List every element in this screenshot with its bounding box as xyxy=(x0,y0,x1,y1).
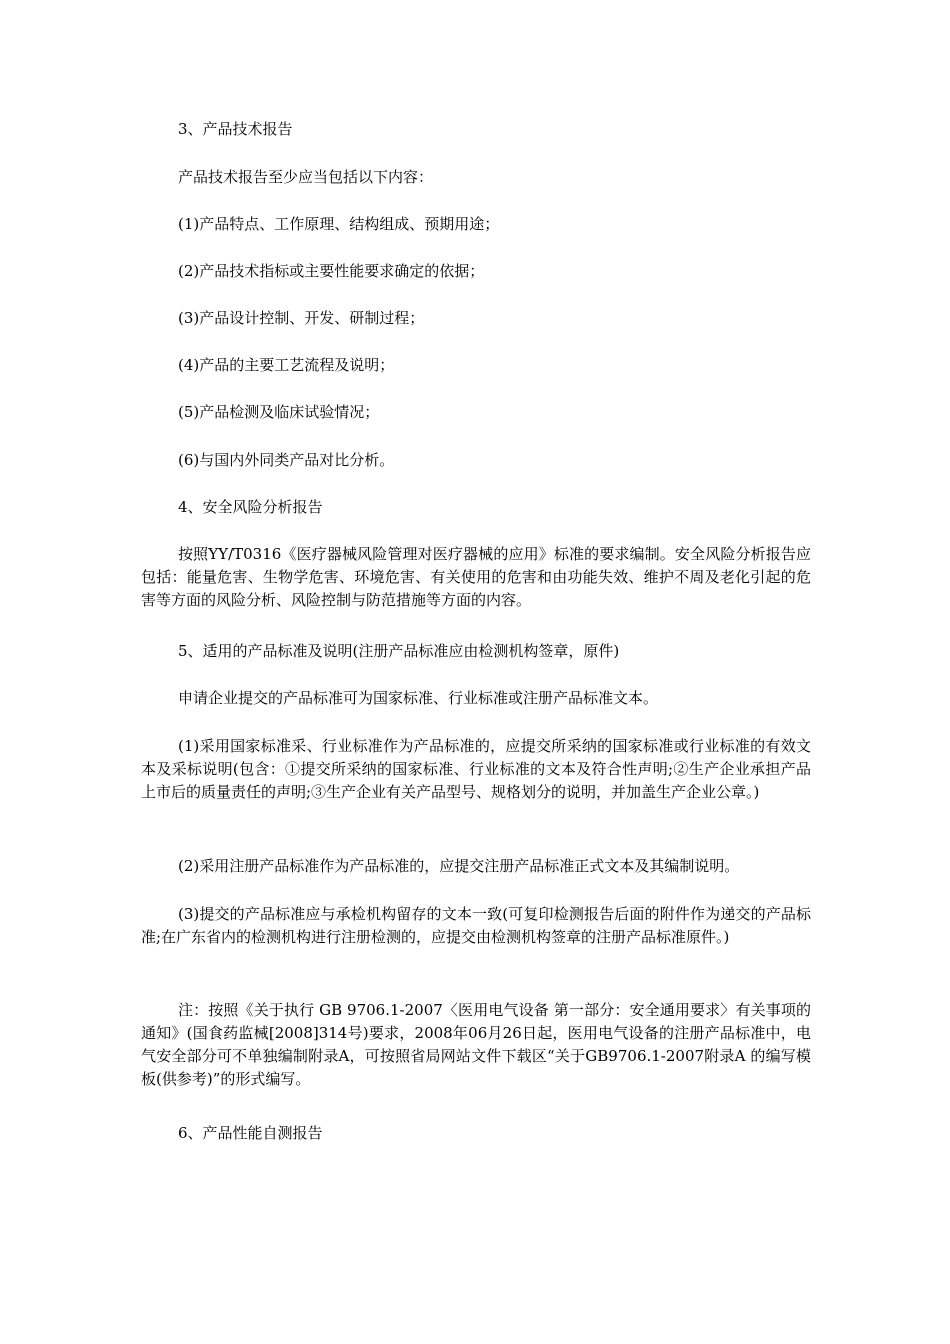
list-item-4: (4)产品的主要工艺流程及说明； xyxy=(178,356,395,374)
list-item-1: (1)产品特点、工作原理、结构组成、预期用途； xyxy=(178,215,500,233)
section-heading-4: 4、安全风险分析报告 xyxy=(178,498,323,516)
standards-item-3: (3)提交的产品标准应与承检机构留存的文本一致(可复印检测报告后面的附件作为递交的产品标准;在广东省内的检测机构进行注册检测的，应提交由检测机构签章的注册产品标准原件。) xyxy=(141,905,811,946)
paragraph-risk-analysis: 按照YY/T0316《医疗器械风险管理对医疗器械的应用》标准的要求编制。安全风险分析报告应包括：能量危害、生物学危害、环境危害、有关使用的危害和由功能失效、维护不周及老化引起的危害等方面的风险分析、风险控制与防范措施等方面的内容。 xyxy=(141,545,811,609)
standards-item-2: (2)采用注册产品标准作为产品标准的，应提交注册产品标准正式文本及其编制说明。 xyxy=(178,857,740,875)
paragraph-note: 注：按照《关于执行 GB 9706.1-2007〈医用电气设备 第一部分：安全通用要求〉有关事项的通知》(国食药监械[2008]314号)要求，2008年06月26日起，医用电气设备的注册产品标准中，电气安全部分可不单独编制附录A，可按照省局网站文件下载区“关于GB9706.1-2007附录A 的编写模板(供参考)”的形式编写。 xyxy=(141,1001,811,1088)
section-heading-3: 3、产品技术报告 xyxy=(178,120,293,138)
list-item-2: (2)产品技术指标或主要性能要求确定的依据； xyxy=(178,262,485,280)
paragraph-intro: 产品技术报告至少应当包括以下内容： xyxy=(178,168,434,186)
list-item-5: (5)产品检测及临床试验情况； xyxy=(178,403,380,421)
paragraph-standards: 申请企业提交的产品标准可为国家标准、行业标准或注册产品标准文本。 xyxy=(178,689,659,707)
section-heading-6: 6、产品性能自测报告 xyxy=(178,1124,323,1142)
section-heading-5: 5、适用的产品标准及说明(注册产品标准应由检测机构签章，原件) xyxy=(178,642,620,660)
list-item-3: (3)产品设计控制、开发、研制过程； xyxy=(178,309,425,327)
standards-item-1: (1)采用国家标准采、行业标准作为产品标准的，应提交所采纳的国家标准或行业标准的有效文本及采标说明(包含：①提交所采纳的国家标准、行业标准的文本及符合性声明;②生产企业承担产品上市后的质量责任的声明;③生产企业有关产品型号、规格划分的说明，并加盖生产企业公章。) xyxy=(141,737,811,801)
list-item-6: (6)与国内外同类产品对比分析。 xyxy=(178,451,395,469)
